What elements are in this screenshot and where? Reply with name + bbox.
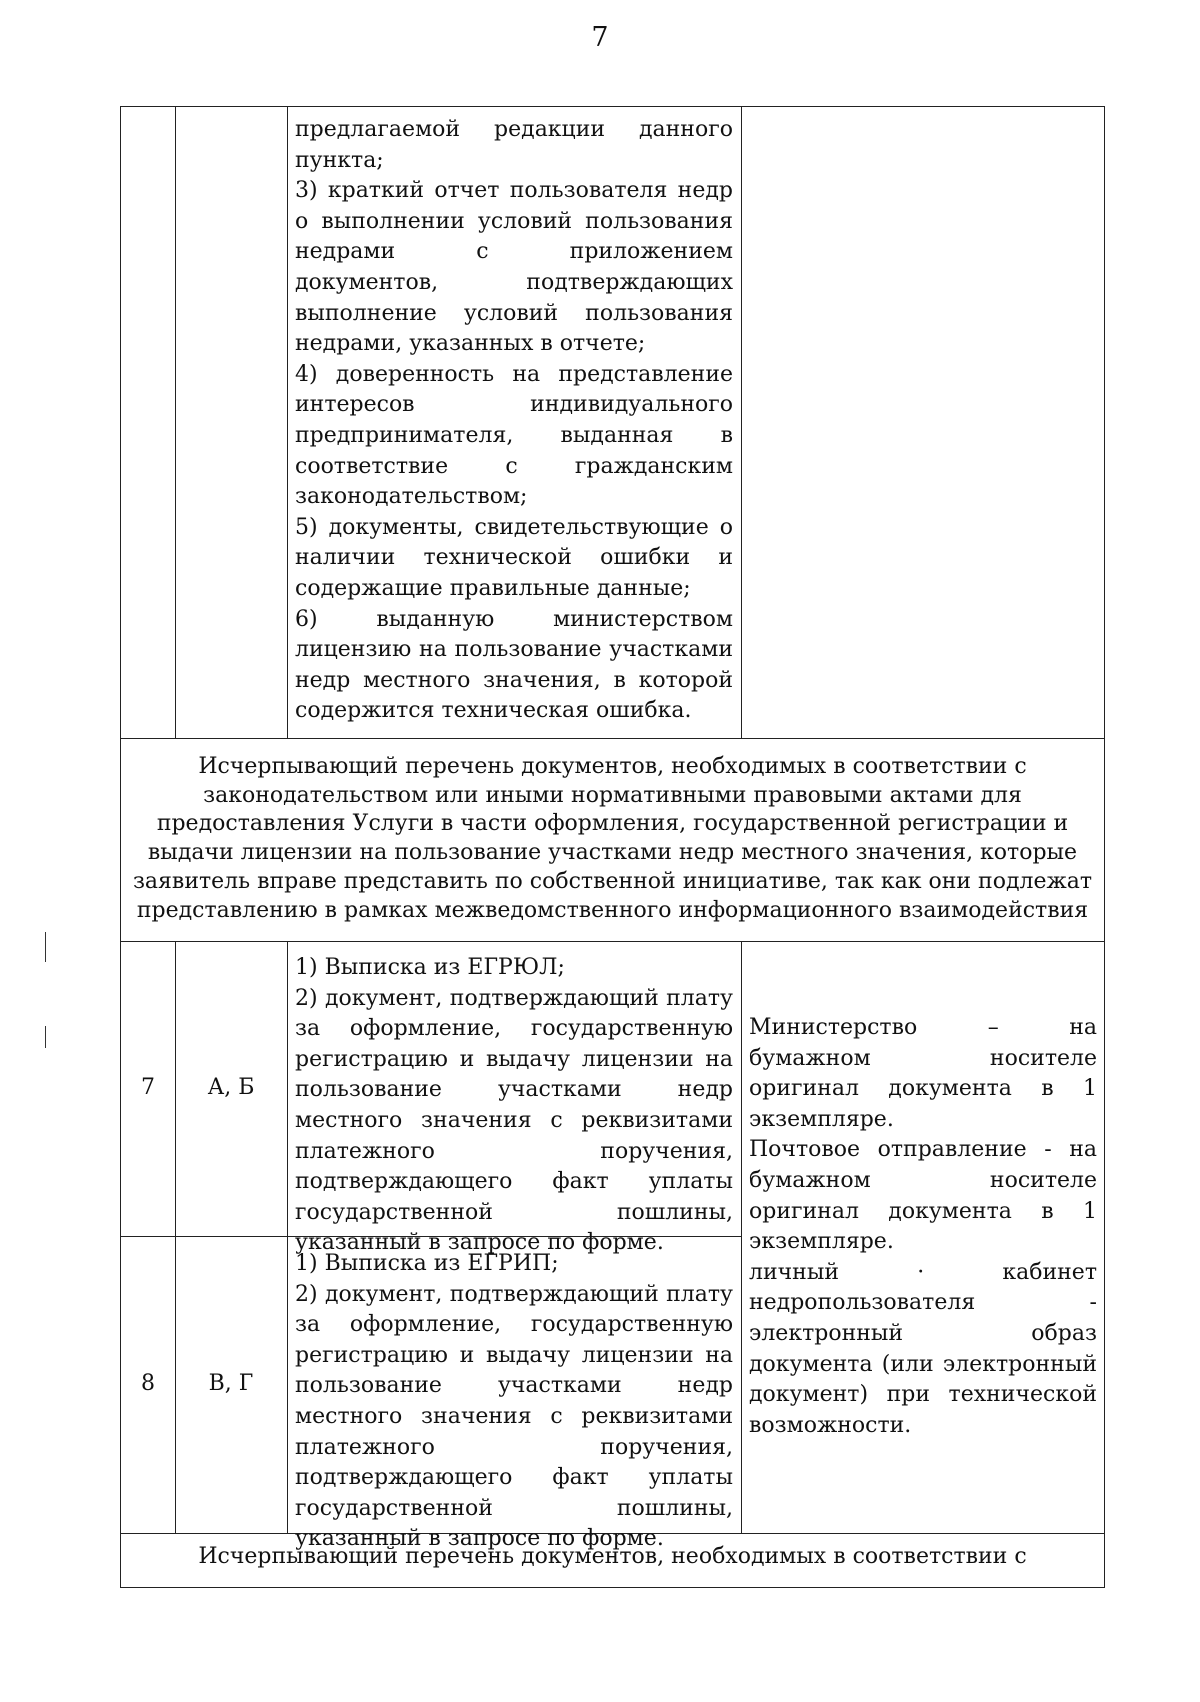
submission-method: личный · кабинет недропользователя - электронный образ документа (или электронный документ) при технической возможности. [749,1259,1097,1438]
row-documents-cell [295,1249,733,1555]
documents-table [120,106,1105,1588]
submission-method: Министерство – на бумажном носителе оригинал документа в 1 экземпляре. [749,1015,1097,1132]
column-divider [287,941,288,1533]
scan-artifact-mark [45,1026,46,1048]
scan-artifact-mark [45,932,46,962]
document-item: 5) документы, свидетельствующие о наличии технической ошибки и содержащие правильные данные; [295,514,733,601]
column-divider [741,941,742,1533]
row-number: 8 [141,1371,155,1396]
column-divider [287,107,288,738]
row-documents-cell [295,953,733,1259]
document-item: 6) выданную министерством лицензию на пользование участками недр местного значения, в которой содержится техническая ошибка. [295,606,733,724]
page-number: 7 [591,22,609,53]
submission-methods-cell [749,1013,1097,1441]
column-divider [741,107,742,738]
document-item: 2) документ, подтверждающий плату за оформление, государственную регистрацию и выдачу лицензии на пользование участками недр местного значения с реквизитами платежного поручения, подтверждающего факт уплаты государственной пошлины, указанный в запросе по форме. [295,1281,733,1552]
section-heading: Исчерпывающий перечень документов, необходимых в соответствии с [198,1544,1027,1569]
document-item: 1) Выписка из ЕГРЮЛ; [295,955,565,980]
document-item: 2) документ, подтверждающий плату за оформление, государственную регистрацию и выдачу лицензии на пользование участками недр местного значения с реквизитами платежного поручения, подтверждающего факт уплаты государственной пошлины, указанный в запросе по форме. [295,985,733,1256]
continued-documents-cell [295,115,733,727]
column-divider [175,941,176,1533]
submission-method: Почтовое отправление - на бумажном носителе оригинал документа в 1 экземпляре. [749,1137,1097,1255]
table-row-divider [121,738,1104,739]
document-item: 1) Выписка из ЕГРИП; [295,1251,559,1276]
column-divider [175,107,176,738]
document-item: предлагаемой редакции данного пункта; [295,117,733,173]
section-heading: Исчерпывающий перечень документов, необходимых в соответствии с законодательством или иными нормативными правовыми актами для предоставления Услуги в части оформления, государственной регистрации и выдачи лицензии на пользование участками недр местного значения, которые заявитель вправе представить по собственной инициативе, так как они подлежат представлению в рамках межведомственного информационного взаимодействия [132,754,1093,923]
table-row-divider [121,941,1104,942]
document-item: 3) краткий отчет пользователя недр о выполнении условий пользования недрами с приложением документов, подтверждающих выполнение условий пользования недрами, указанных в отчете; [295,178,733,357]
document-item: 4) доверенность на представление интересов индивидуального предпринимателя, выданная в соответствие с гражданским законодательством; [295,361,733,510]
row-number: 7 [141,1075,155,1100]
row-categories: А, Б [207,1075,255,1100]
row-categories: В, Г [208,1371,254,1396]
